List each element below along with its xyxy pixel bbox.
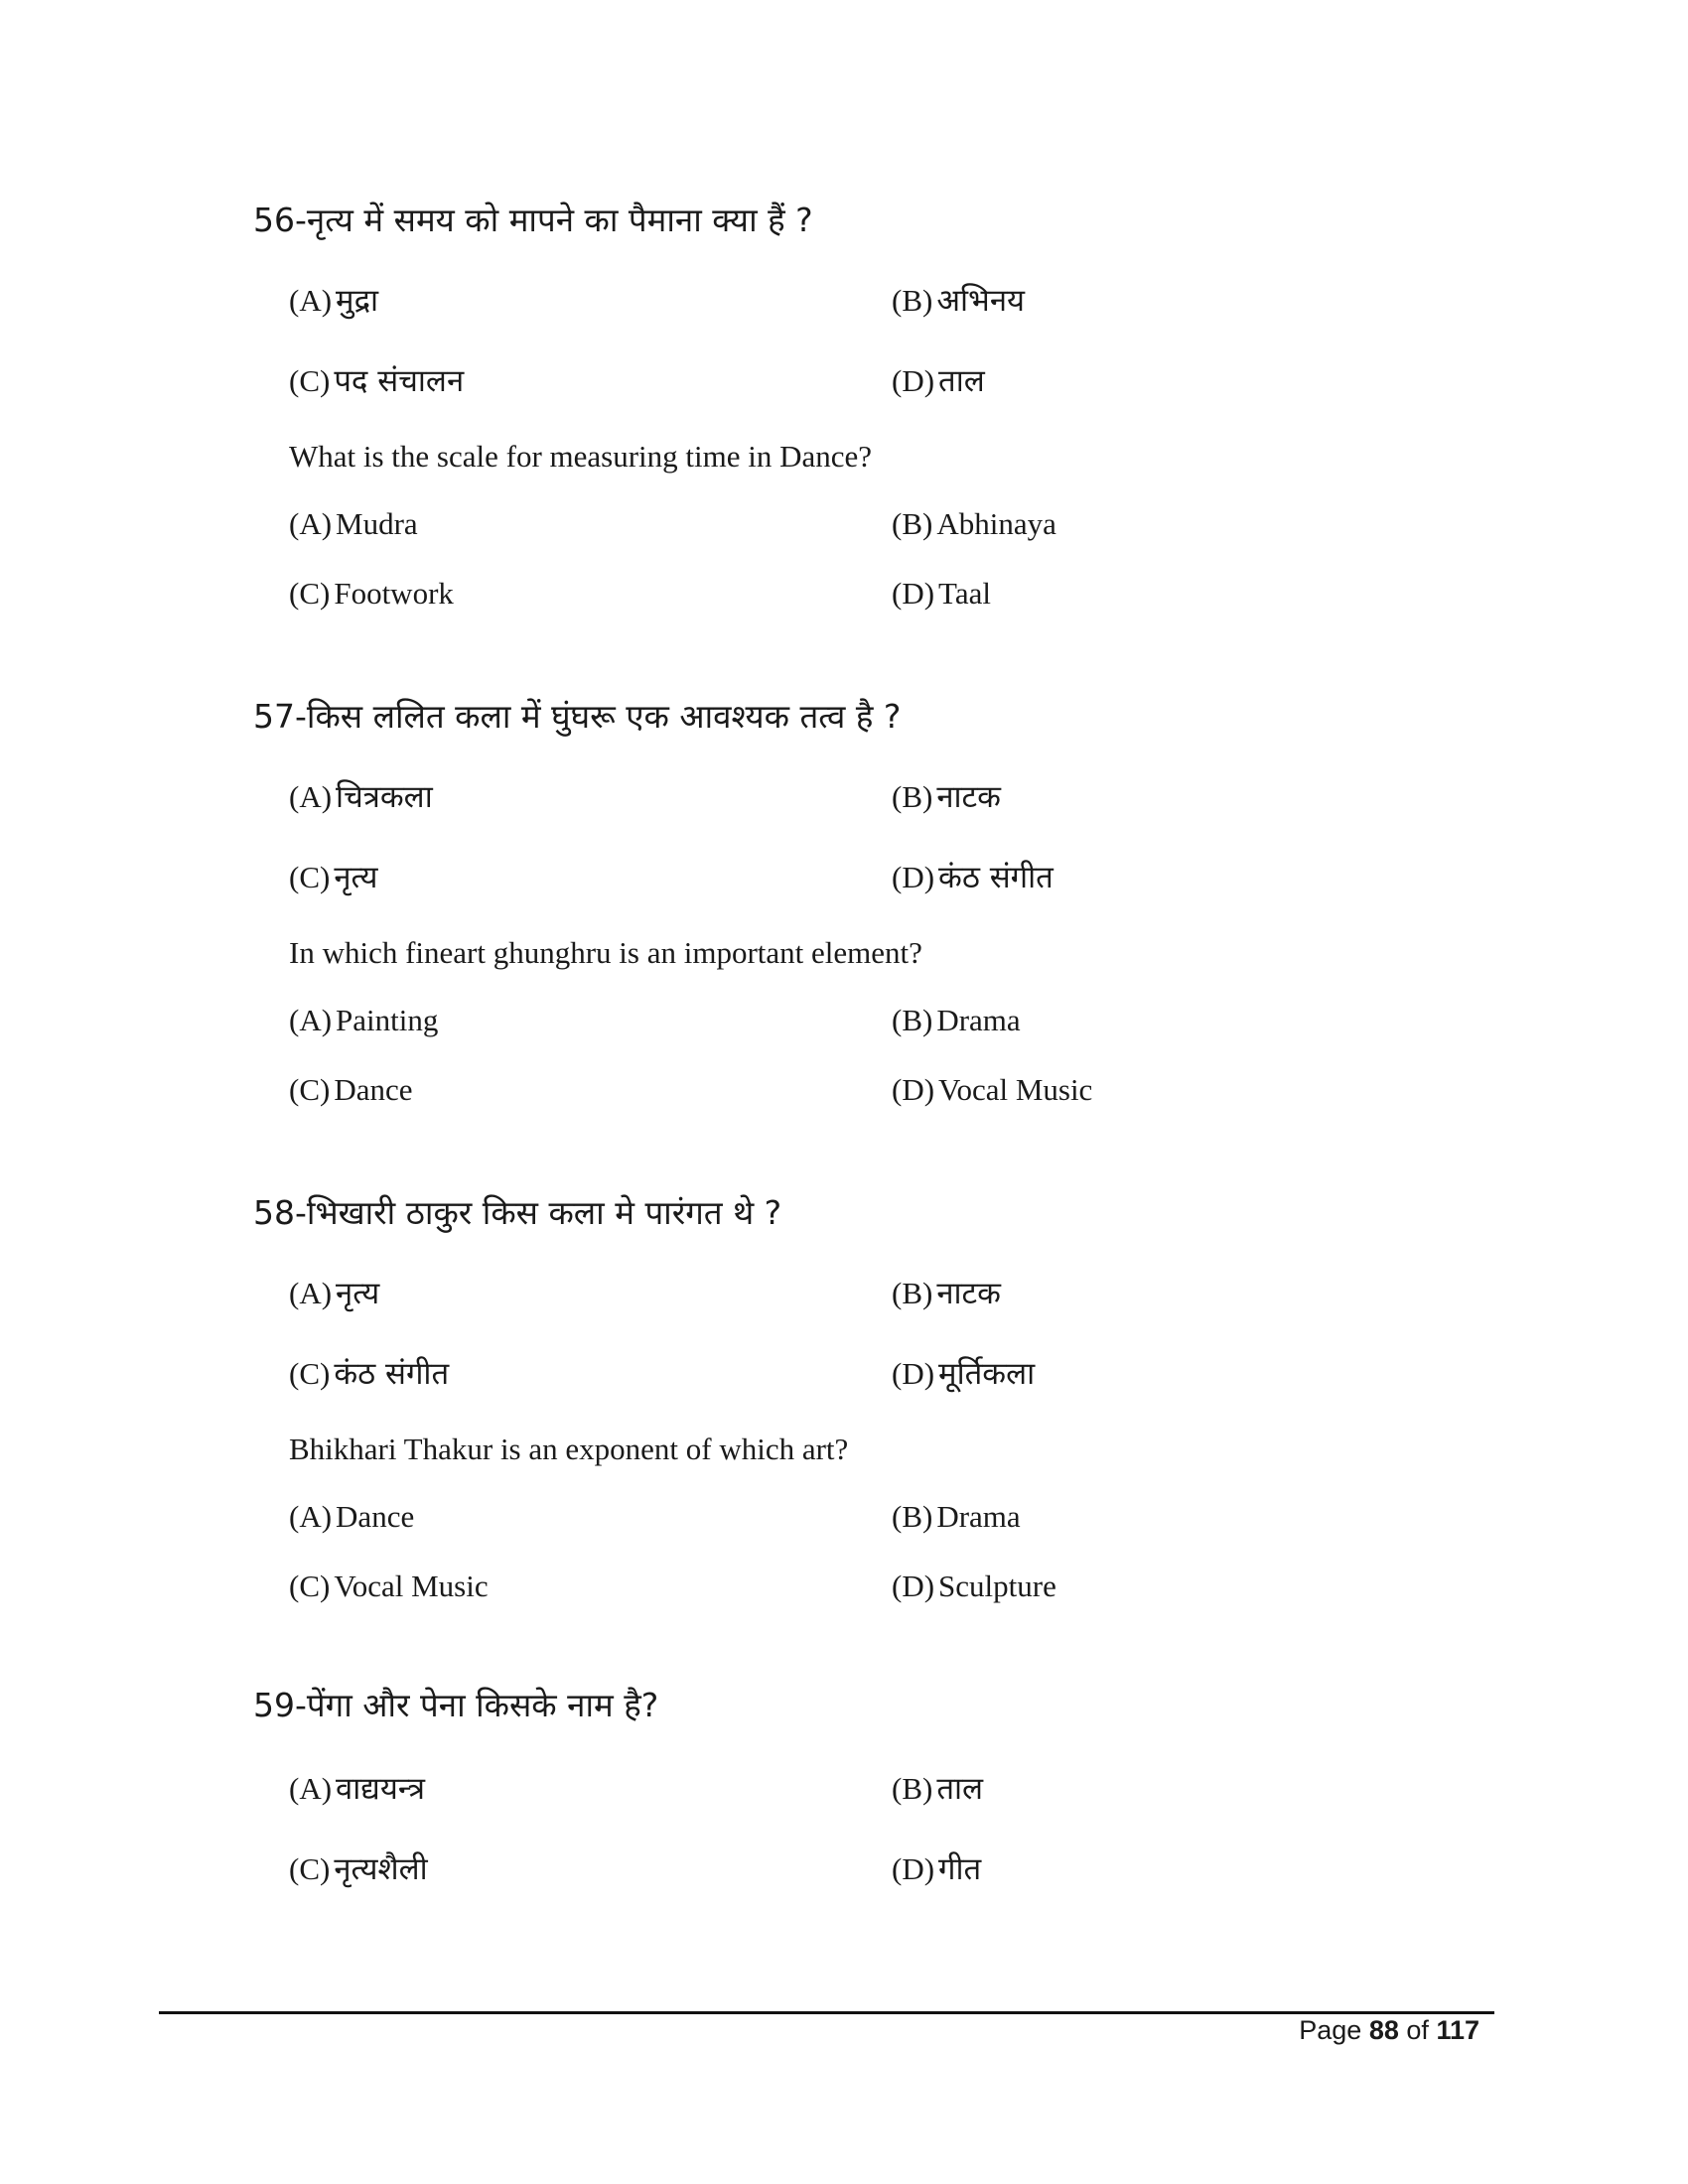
option-c [289, 1072, 413, 1108]
option-text: ताल [938, 363, 985, 399]
option-c [289, 359, 464, 401]
option-text: Vocal Music [334, 1569, 489, 1603]
option-label: (C) [289, 1569, 331, 1603]
option-text: अभिनय [936, 283, 1026, 319]
question-english: What is the scale for measuring time in Dance? [289, 439, 873, 474]
option-text: पद संचालन [334, 363, 465, 399]
option-text: कंठ संगीत [938, 860, 1054, 895]
option-row [289, 1003, 1494, 1042]
option-text: नृत्य [334, 860, 378, 895]
question-57 [253, 695, 1494, 1112]
option-b [892, 1499, 1021, 1535]
option-label: (D) [892, 1851, 935, 1886]
option-a [289, 1499, 414, 1535]
option-c [289, 1352, 449, 1394]
option-text: कंठ संगीत [334, 1356, 450, 1392]
option-row [289, 359, 1494, 399]
option-d [892, 1352, 1035, 1394]
option-a [289, 1767, 425, 1809]
option-c [289, 576, 454, 612]
option-a [289, 506, 418, 542]
option-a [289, 775, 433, 817]
page-word: Page [1299, 2015, 1362, 2045]
option-label: (C) [289, 1356, 331, 1391]
option-b [892, 279, 1025, 321]
option-row [289, 1272, 1494, 1311]
option-label: (A) [289, 506, 333, 541]
option-text: Dance [336, 1499, 415, 1534]
option-d [892, 1847, 981, 1889]
option-label: (D) [892, 576, 935, 611]
option-label: (C) [289, 363, 331, 398]
question-56 [253, 199, 1494, 615]
option-row [289, 576, 1494, 615]
question-59 [253, 1684, 1494, 1887]
of-word: of [1406, 2015, 1429, 2045]
option-row [289, 506, 1494, 546]
option-label: (A) [289, 1499, 333, 1534]
page-footer [1299, 2015, 1479, 2046]
option-a [289, 1272, 379, 1313]
option-label: (B) [892, 1003, 933, 1037]
option-text: Footwork [334, 576, 454, 611]
option-label: (D) [892, 1569, 935, 1603]
option-text: Taal [938, 576, 991, 611]
option-label: (B) [892, 779, 933, 814]
option-label: (A) [289, 283, 333, 318]
footer-divider [159, 2011, 1494, 2014]
option-text: Vocal Music [938, 1072, 1093, 1107]
option-label: (C) [289, 860, 331, 894]
option-label: (D) [892, 1356, 935, 1391]
total-pages: 117 [1436, 2015, 1479, 2045]
option-row [289, 1499, 1494, 1539]
option-text: Drama [936, 1003, 1021, 1037]
option-label: (D) [892, 1072, 935, 1107]
option-a [289, 1003, 438, 1038]
option-d [892, 1072, 1092, 1108]
option-label: (C) [289, 576, 331, 611]
option-text: नाटक [936, 779, 1001, 815]
option-label: (B) [892, 506, 933, 541]
option-label: (C) [289, 1851, 331, 1886]
option-text: नाटक [936, 1276, 1001, 1311]
option-row [289, 1072, 1494, 1112]
option-text: चित्रकला [336, 779, 433, 815]
option-label: (A) [289, 1003, 333, 1037]
option-text: Sculpture [938, 1569, 1056, 1603]
option-c [289, 856, 378, 897]
option-text: नृत्यशैली [334, 1851, 428, 1887]
option-row [289, 856, 1494, 895]
option-label: (A) [289, 1276, 333, 1310]
option-label: (C) [289, 1072, 331, 1107]
option-label: (A) [289, 1771, 333, 1806]
option-c [289, 1847, 428, 1889]
option-d [892, 856, 1054, 897]
question-hindi: 57-किस ललित कला में घुंघरू एक आवश्यक तत्व है ? [253, 697, 902, 736]
option-text: Mudra [336, 506, 418, 541]
option-row [289, 1569, 1494, 1608]
option-a [289, 279, 378, 321]
option-b [892, 1272, 1001, 1313]
option-text: गीत [938, 1851, 982, 1887]
option-label: (B) [892, 1276, 933, 1310]
option-text: Dance [334, 1072, 413, 1107]
question-hindi: 58-भिखारी ठाकुर किस कला मे पारंगत थे ? [253, 1193, 782, 1232]
option-label: (D) [892, 860, 935, 894]
option-b [892, 506, 1056, 542]
option-text: नृत्य [336, 1276, 380, 1311]
page-number: 88 [1368, 2015, 1399, 2045]
option-d [892, 359, 985, 401]
option-label: (B) [892, 1771, 933, 1806]
option-d [892, 576, 991, 612]
option-row [289, 775, 1494, 815]
option-label: (B) [892, 283, 933, 318]
option-label: (A) [289, 779, 333, 814]
question-hindi: 59-पेंगा और पेना किसके नाम है? [253, 1686, 659, 1724]
option-c [289, 1569, 489, 1604]
option-b [892, 775, 1001, 817]
question-58 [253, 1191, 1494, 1608]
question-hindi: 56-नृत्य में समय को मापने का पैमाना क्या हैं ? [253, 201, 813, 239]
question-english: In which fineart ghunghru is an important element? [289, 935, 922, 970]
option-b [892, 1003, 1021, 1038]
option-text: Drama [936, 1499, 1021, 1534]
option-row [289, 1847, 1494, 1887]
option-text: Painting [336, 1003, 439, 1037]
option-text: Abhinaya [936, 506, 1056, 541]
option-text: ताल [936, 1771, 984, 1807]
option-text: वाद्ययन्त्र [336, 1771, 426, 1807]
option-row [289, 1352, 1494, 1392]
option-text: मूर्तिकला [938, 1356, 1036, 1392]
option-label: (B) [892, 1499, 933, 1534]
option-text: मुद्रा [336, 283, 379, 319]
question-english: Bhikhari Thakur is an exponent of which art? [289, 1432, 849, 1466]
option-label: (D) [892, 363, 935, 398]
option-row [289, 279, 1494, 319]
option-b [892, 1767, 983, 1809]
option-d [892, 1569, 1056, 1604]
option-row [289, 1767, 1494, 1807]
